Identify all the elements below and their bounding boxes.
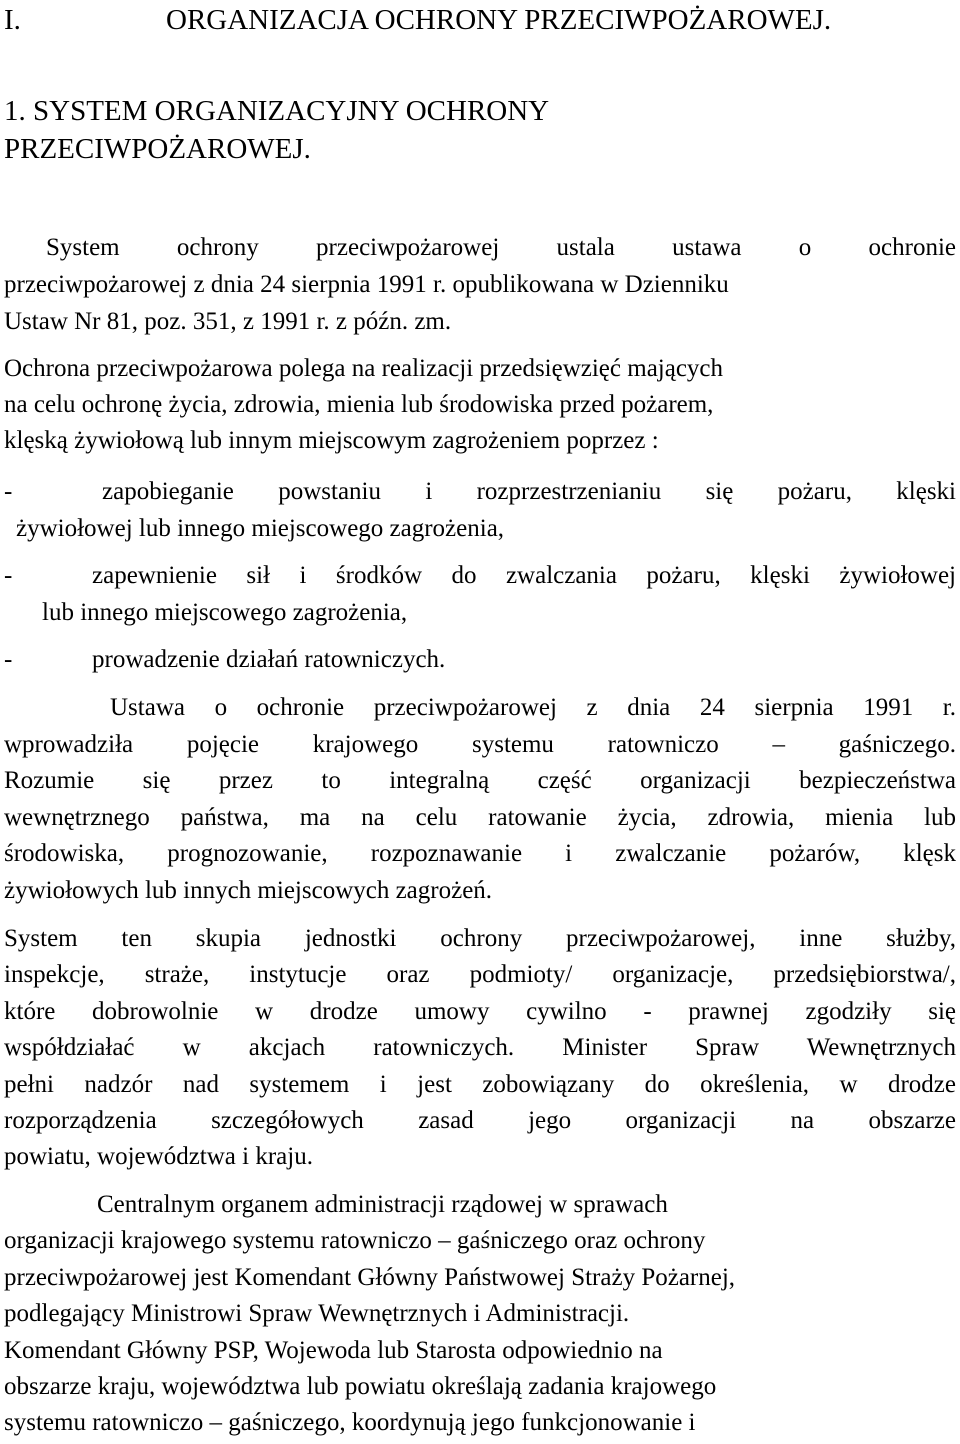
list-item — [4, 473, 956, 547]
text-line: przeciwpożarowej jest Komendant Główny Państwowej Straży Pożarnej, — [4, 1263, 736, 1291]
paragraph-system-intro — [4, 229, 956, 340]
section-heading-line: PRZECIWPOŻAROWEJ. — [4, 133, 311, 165]
paragraph-system-scope — [4, 921, 956, 1176]
text-line: na celu ochronę życia, zdrowia, mienia lub środowiska przed pożarem, — [4, 391, 714, 418]
chapter-number: I. — [4, 4, 21, 36]
list-item-text: żywiołowej lub innego miejscowego zagrożenia, — [16, 515, 505, 542]
list-item — [4, 641, 956, 678]
text-line: Ustawa o ochronie przeciwpożarowej z dnia 24 sierpnia 1991 r. — [110, 694, 956, 721]
list-item-text: prowadzenie działań ratowniczych. — [92, 646, 446, 673]
list-item-text: zapobieganie powstaniu i rozprzestrzenianiu się pożaru, klęski — [102, 478, 956, 505]
chapter-title: ORGANIZACJA OCHRONY PRZECIWPOŻAROWEJ. — [166, 4, 832, 36]
text-line: które dobrowolnie w drodze umowy cywilno - prawnej zgodziły się — [4, 997, 956, 1025]
paragraph-ustawa — [4, 690, 956, 910]
text-line: System ten skupia jednostki ochrony przeciwpożarowej, inne służby, — [4, 925, 956, 952]
text-line: Centralnym organem administracji rządowej w sprawach — [97, 1191, 668, 1218]
section-heading-line: 1. SYSTEM ORGANIZACYJNY OCHRONY — [4, 95, 550, 127]
list-item-text: zapewnienie sił i środków do zwalczania pożaru, klęski żywiołowej — [92, 562, 956, 589]
text-line: wprowadziła pojęcie krajowego systemu ratowniczo – gaśniczego. — [4, 730, 956, 758]
text-line: żywiołowych lub innych miejscowych zagrożeń. — [4, 876, 493, 904]
text-line: podlegający Ministrowi Spraw Wewnętrznych i Administracji. — [4, 1300, 630, 1328]
text-line: systemu ratowniczo – gaśniczego, koordynują jego funkcjonowanie i — [4, 1409, 696, 1437]
text-line: Ochrona przeciwpożarowa polega na realizacji przedsięwzięć mających — [4, 355, 724, 382]
text-line: wewnętrznego państwa, ma na celu ratowanie życia, zdrowia, mienia lub — [4, 803, 956, 831]
text-line: organizacji krajowego systemu ratowniczo – gaśniczego oraz ochrony — [4, 1227, 706, 1255]
text-line: środowiska, prognozowanie, rozpoznawanie i zwalczanie pożarów, klęsk — [4, 840, 956, 868]
text-line: Rozumie się przez to integralną część organizacji bezpieczeństwa — [4, 767, 956, 795]
text-line: obszarze kraju, województwa lub powiatu określają zadania krajowego — [4, 1373, 717, 1401]
list-item-text: lub innego miejscowego zagrożenia, — [42, 599, 408, 626]
text-line: rozporządzenia szczegółowych zasad jego organizacji na obszarze — [4, 1107, 956, 1135]
text-line: Ustaw Nr 81, poz. 351, z 1991 r. z późn. zm. — [4, 308, 452, 335]
paragraph-ochrona-definition — [4, 351, 956, 459]
list-dash: - — [4, 646, 13, 673]
text-line: przeciwpożarowej z dnia 24 sierpnia 1991 r. opublikowana w Dzienniku — [4, 271, 729, 298]
text-line: powiatu, województwa i kraju. — [4, 1143, 313, 1171]
chapter-heading — [4, 2, 831, 38]
text-line: klęską żywiołową lub innym miejscowym zagrożeniem poprzez : — [4, 427, 659, 454]
paragraph-central-authority — [4, 1187, 956, 1442]
text-line: System ochrony przeciwpożarowej ustala ustawa o ochronie — [46, 234, 956, 261]
list-dash: - — [4, 478, 13, 505]
text-line: inspekcje, straże, instytucje oraz podmioty/ organizacje, przedsiębiorstwa/, — [4, 961, 956, 989]
list-item — [4, 557, 956, 631]
text-line: współdziałać w akcjach ratowniczych. Minister Spraw Wewnętrznych — [4, 1034, 956, 1062]
list-dash: - — [4, 562, 13, 589]
text-line: Komendant Główny PSP, Wojewoda lub Starosta odpowiednio na — [4, 1336, 663, 1364]
section-heading — [4, 92, 704, 168]
text-line: pełni nadzór nad systemem i jest zobowiązany do określenia, w drodze — [4, 1070, 956, 1098]
